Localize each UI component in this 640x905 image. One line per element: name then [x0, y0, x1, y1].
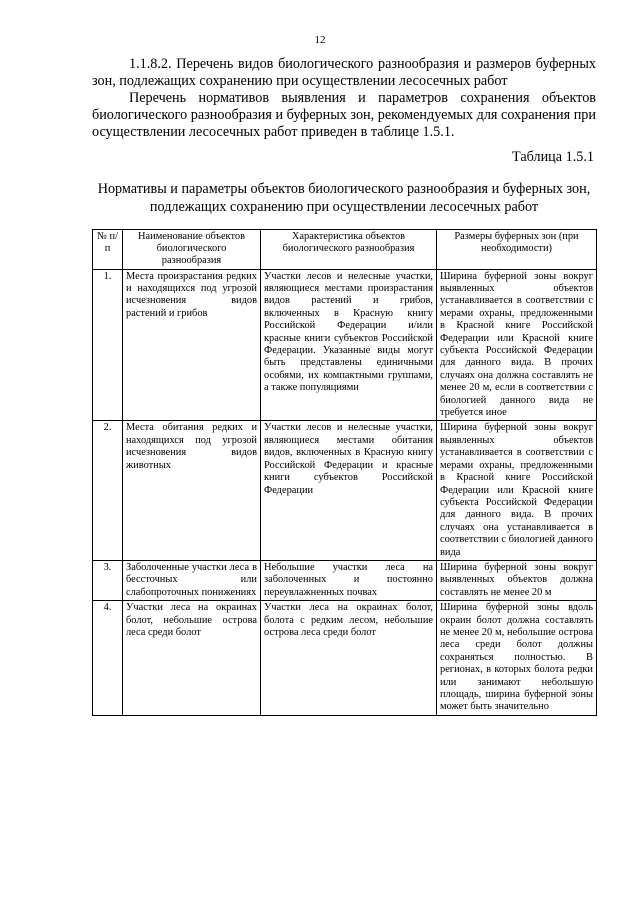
table-title-line: Нормативы и параметры объектов биологического разнообразия и буферных зон,	[97, 181, 591, 197]
header-number: № п/п	[93, 230, 123, 270]
row-characteristic: Небольшие участки леса на заболоченных и постоянно переувлажненных почвах	[261, 560, 437, 600]
heading-line: 1.1.8.2. Перечень видов биологического разнообразия и размеров буферных	[129, 56, 596, 72]
row-object-name: Места обитания редких и находящихся под угрозой исчезновения видов животных	[123, 421, 261, 560]
row-characteristic: Участки лесов и нелесные участки, являющиеся местами обитания видов, включенных в Красную книгу Российской Федерации и красные книги субъектов Российской Федерации	[261, 421, 437, 560]
intro-line: осуществлении лесосечных работ приведен в таблице 1.5.1.	[92, 124, 455, 141]
header-object-name: Наименование объектов биологического разнообразия	[123, 230, 261, 270]
row-number: 1.	[93, 269, 123, 421]
row-number: 3.	[93, 560, 123, 600]
row-object-name: Участки леса на окраинах болот, небольшие острова леса среди болот	[123, 601, 261, 716]
section-heading	[92, 56, 596, 90]
biodiversity-norms-table	[92, 229, 597, 716]
row-object-name: Заболоченные участки леса в бессточных или слабопроточных понижениях	[123, 560, 261, 600]
table-row	[93, 601, 597, 716]
row-characteristic: Участки леса на окраинах болот, болота с редким лесом, небольшие острова леса среди болот	[261, 601, 437, 716]
header-buffer-size: Размеры буферных зон (при необходимости)	[437, 230, 597, 270]
heading-line: зон, подлежащих сохранению при осуществлении лесосечных работ	[92, 73, 508, 90]
row-buffer-size: Ширина буферной зоны вокруг выявленных объектов должна составлять не менее 20 м	[437, 560, 597, 600]
table-title-line: подлежащих сохранению при осуществлении лесосечных работ	[149, 198, 539, 215]
table-header-row	[93, 230, 597, 270]
row-buffer-size: Ширина буферной зоны вдоль окраин болот должна составлять не менее 20 м, небольшие острова леса среди болот должны сохраняться полностью. В регионах, в которых болота редки или занимают небольшую площадь, ширина буферной зоны может быть значительно	[437, 601, 597, 716]
intro-paragraph	[92, 90, 596, 142]
table-row	[93, 560, 597, 600]
row-number: 4.	[93, 601, 123, 716]
table-row	[93, 269, 597, 421]
table-row	[93, 421, 597, 560]
row-object-name: Места произрастания редких и находящихся под угрозой исчезновения видов растений и грибов	[123, 269, 261, 421]
intro-line: Перечень нормативов выявления и параметров сохранения объектов	[129, 90, 596, 106]
table-title	[92, 181, 596, 216]
table-label: Таблица 1.5.1	[512, 149, 594, 165]
row-characteristic: Участки лесов и нелесные участки, являющиеся местами произрастания видов растений и грибов, включенных в Красную книгу Российской Федерации и/или красные книги субъектов Российской Федерации. Указанные виды могут быть представлены единичными особями, их компактными группами, а также популяциями	[261, 269, 437, 421]
intro-line: биологического разнообразия и буферных зон, рекомендуемых для сохранения при	[92, 107, 596, 124]
row-buffer-size: Ширина буферной зоны вокруг выявленных объектов устанавливается в соответствии с мерами охраны, предложенными в Красной книге Российской Федерации или Красной книге субъекта Российской Федерации для данного вида. В прочих случаях она должна составлять не менее 20 м, если в соответствии с биологией данного вида не требуется иное	[437, 269, 597, 421]
page-number: 12	[314, 34, 326, 46]
row-buffer-size: Ширина буферной зоны вокруг выявленных объектов устанавливается в соответствии с мерами охраны, предложенными в Красной книге Российской Федерации или Красной книге субъекта Российской Федерации для данного вида. В прочих случаях она устанавливается в соответствии с биологией данного вида	[437, 421, 597, 560]
header-characteristic: Характеристика объектов биологического разнообразия	[261, 230, 437, 270]
row-number: 2.	[93, 421, 123, 560]
